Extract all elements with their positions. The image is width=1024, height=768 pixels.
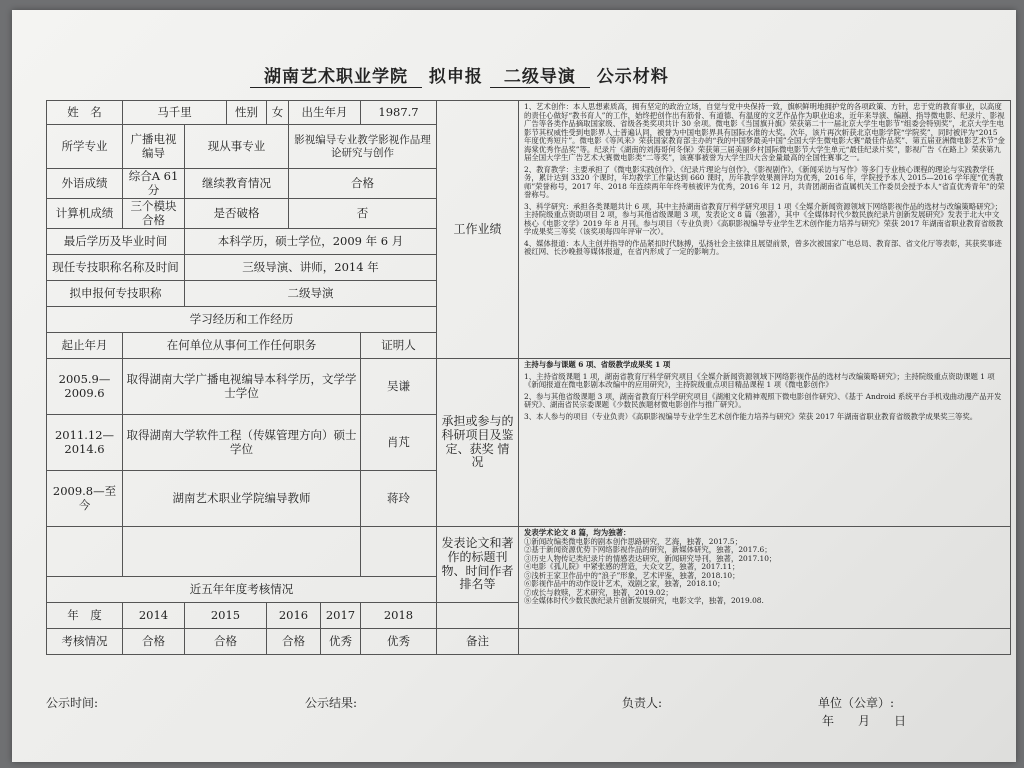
- major-label: 所学专业: [47, 125, 123, 169]
- exempt-label: 是否破格: [185, 199, 289, 229]
- row-name: [47, 101, 1011, 125]
- pub-label: 发表论文和著作的标题刊物、时间作者排名等: [437, 527, 519, 603]
- title-material: 公示材料: [596, 67, 669, 87]
- exempt-value: 否: [289, 199, 437, 229]
- assess-result: 优秀: [321, 629, 361, 655]
- project-label: 承担或参与的科研项目及鉴定、获奖 情 况: [437, 359, 519, 527]
- gender-value: 女: [267, 101, 289, 125]
- target-title-value: 二级导演: [185, 281, 437, 307]
- assess-header: 近五年年度考核情况: [47, 577, 437, 603]
- history-witness: 蒋玲: [361, 471, 437, 527]
- project-item-3: 3、本人参与的项目（专业负责）《高职影视编导专业学生艺术创作能力培养与研究》荣获 2017 年湖南省职业教育省级教学成果奖三等奖。: [524, 411, 978, 421]
- work-p3: 3、科学研究：承担各类课题共计 6 项，其中主持湖南省教育厅科学研究项目 1 项《全媒介新闻资源领域下网络影视作品的选材与改编策略研究》；主持院级重点资助项目 2 项，参与其他省级课题 3 项，发表论文 8 篇（独著），其中《全媒体时代少数民族纪录片创新发展研究》发表于北大中文核心《电影文学》2019 年 8 月刊。参与项目（专业负责）《高职影视编导专业学生艺术创作能力培养与研究》荣获 2017 年湖南省职业教育省级教学成果奖三等奖（该奖项每四年评审一次）。: [524, 201, 1004, 237]
- pub-item: ⑦成长与救赎，艺术研究，独著，2019.02；: [524, 587, 673, 597]
- pub-item: ④电影《孤儿院》中紧张感的营造，大众文艺，独著，2017.11；: [524, 562, 740, 572]
- project-item-1: 1、主持省级课题 1 项，湖南省教育厅科学研究项目《全媒介新闻资源领域下网络影视作品的选材与改编策略研究》；主持院级重点资助课题 1 项《新闻报道在微电影剧本改编中的应用研究》，主持院级重点项目精品课程 1 项《微电影创作》: [524, 371, 995, 390]
- pub-item: ③历史人物传记类纪录片的情感表达研究，新闻研究导刊，独著，2017.10；: [524, 553, 777, 563]
- name-label: 姓 名: [47, 101, 123, 125]
- title-level: 二级导演: [490, 67, 590, 88]
- footer-time: 公示时间:: [46, 696, 99, 710]
- birth-label: 出生年月: [289, 101, 361, 125]
- assess-result-label: 考核情况: [47, 629, 123, 655]
- computer-value: 三个模块合格: [123, 199, 185, 229]
- computer-label: 计算机成绩: [47, 199, 123, 229]
- work-p4: 4、媒体报道：本人主创并指导的作品紧扣时代脉搏，弘扬社会主弦律且展望前景，曾多次被国家广电总局、教育部、省文化厅等表彰，其获奖事迹被红网、长沙晚报等媒体报道，在省内形成了一定的影响力。: [524, 238, 1002, 257]
- blank-cell: [47, 527, 123, 577]
- degree-label: 最后学历及毕业时间: [47, 229, 185, 255]
- assess-result: 合格: [267, 629, 321, 655]
- pub-heading: 发表学术论文 8 篇，均为独著：: [524, 528, 631, 537]
- history-witness: 肖芃: [361, 415, 437, 471]
- pub-item: ⑧全媒体时代少数民族纪录片创新发展研究，电影文学，独著，2019.08.: [524, 596, 764, 606]
- history-desc: 取得湖南大学广播电视编导本科学历，文学学士学位: [123, 359, 361, 415]
- assess-year: 2017: [321, 603, 361, 629]
- project-heading: 主持与参与课题 6 项、省级教学成果奖 1 项: [524, 360, 671, 369]
- page-title: [250, 62, 669, 87]
- footer-unit: 单位（公章）:: [818, 696, 895, 710]
- history-col-witness: 证明人: [361, 333, 437, 359]
- history-witness: 吴谦: [361, 359, 437, 415]
- history-col-period: 起止年月: [47, 333, 123, 359]
- current-major-label: 现从事专业: [185, 125, 289, 169]
- assess-result: 合格: [185, 629, 267, 655]
- remark-label: 备注: [437, 629, 519, 655]
- publications: [519, 527, 1011, 629]
- assess-year: 2016: [267, 603, 321, 629]
- assess-year: 2015: [185, 603, 267, 629]
- current-title-label: 现任专技职称名称及时间: [47, 255, 185, 281]
- cont-edu-value: 合格: [289, 169, 437, 199]
- major-value: 广播电视编导: [123, 125, 185, 169]
- pub-item: ⑥影视作品中的动作设计艺术，戏剧之家，独著，2018.10；: [524, 579, 725, 589]
- history-col-desc: 在何单位从事何工作任何职务: [123, 333, 361, 359]
- lang-label: 外语成绩: [47, 169, 123, 199]
- project-item-2: 2、参与其他省级课题 3 项，湖南省教育厅科学研究项目《湖湘文化精神观照下微电影创作研究》、《基于 Android 系统平台手机戏曲动漫产品开发研究》、湖南省民宗委课题《少数民族题材微电影创作与推广研究》。: [524, 391, 1002, 410]
- history-desc: 取得湖南大学软件工程（传媒管理方向）硕士学位: [123, 415, 361, 471]
- gender-label: 性别: [227, 101, 267, 125]
- birth-value: 1987.7: [361, 101, 437, 125]
- current-major-value: 影视编导专业教学影视作品理论研究与创作: [289, 125, 437, 169]
- footer-result: 公示结果:: [305, 696, 358, 710]
- remark-value: [519, 629, 1011, 655]
- title-school: 湖南艺术职业学院: [250, 67, 422, 88]
- footer-date: 年 月 日: [822, 714, 907, 728]
- assess-year: 2014: [123, 603, 185, 629]
- pub-item: ②基于新闻资源优势下网络影视作品的研究，新媒体研究，独著，2017.6；: [524, 545, 772, 555]
- work-p1: 1、艺术创作：本人思想素质高，拥有坚定的政治立场，自觉与党中央保持一致，旗帜鲜明地拥护党的各项政策、方针，忠于党的教育事业，以高度的责任心做好“教书育人”的工作，始终把创作出有筋骨、有道德、有温度的文艺作品作为职业追求，近年来导演、编剧、指导微电影、纪录片、影视广告等各类作品摘取国家级、省级各类奖项共计 30 余项。微电影《当国旗升旗》荣获第二十一届北京大学生电影节“组委会特别奖”，北京大学生电影节其权威性受到电影界人士普遍认同，被誉为中国电影界具有国际水准的大奖。次年，该片再次斩获北京电影学院“学院奖”，同时被评为“2015 年度优秀短片”。微电影《等风来》荣获国家教育部主办的“我的中国梦最美中国”全国大学生微电影大赛“最佳作品奖”、第五届亚洲微电影艺术节“金海棠优秀作品奖”等。纪录片《湖南的刘海哥何冬保》荣获第三届美丽乡村国际微电影节大学生单元“最佳纪录片奖”，影视广告《在路上》荣获第九届全国大学生广告艺术大赛微电影类“二等奖”，该赛事被誉为大学生四大含金量最高的全国性赛事之一。: [524, 102, 1005, 163]
- blank-cell: [123, 527, 361, 577]
- assess-year-label: 年 度: [47, 603, 123, 629]
- title-apply: 拟申报: [428, 67, 483, 87]
- blank-cell: [437, 603, 519, 629]
- history-header: 学习经历和工作经历: [47, 307, 437, 333]
- assess-result: 优秀: [361, 629, 437, 655]
- cont-edu-label: 继续教育情况: [185, 169, 289, 199]
- work-achievements: [519, 101, 1011, 359]
- work-p2: 2、教育教学：主要承担了《微电影实践创作》、《纪录片理论与创作》、《影视剧作》、《新闻采访与写作》等多门专业核心课程的理论与实践教学任务，累计达到 3320 个课时，年均教学工作量达到 660 课时，历年教学效果测评均为优秀，2016 年，学院授予本人 2015—2016 学年度“优秀教师”荣誉称号，2017 年、2018 年连续两年年终考核被评为优秀，2016 年 12 月，共青团湖南省直属机关工作委员会授予本人“省直优秀青年”的荣誉称号。: [524, 164, 1005, 200]
- project-details: [519, 359, 1011, 527]
- history-period: 2011.12—2014.6: [47, 415, 123, 471]
- degree-value: 本科学历，硕士学位，2009 年 6 月: [185, 229, 437, 255]
- application-table: [46, 100, 1011, 655]
- row-assess-results: [47, 629, 1011, 655]
- history-row: [47, 359, 1011, 415]
- name-value: 马千里: [123, 101, 227, 125]
- lang-value: 综合A 61 分: [123, 169, 185, 199]
- history-period: 2009.8—至今: [47, 471, 123, 527]
- assess-result: 合格: [123, 629, 185, 655]
- history-period: 2005.9—2009.6: [47, 359, 123, 415]
- pub-item: ⑤浅析王家卫作品中的“浪子”形象，艺术评鉴，独著，2018.10；: [524, 570, 740, 580]
- blank-cell: [361, 527, 437, 577]
- row-blank: [47, 527, 1011, 577]
- pub-item: ①新闻改编类微电影的剧本创作思路研究，艺海，独著，2017.5；: [524, 536, 743, 546]
- work-label: 工作业绩: [437, 101, 519, 359]
- current-title-value: 三级导演、讲师，2014 年: [185, 255, 437, 281]
- target-title-label: 拟申报何专技职称: [47, 281, 185, 307]
- assess-year: 2018: [361, 603, 437, 629]
- footer-person: 负责人:: [622, 696, 663, 710]
- history-desc: 湖南艺术职业学院编导教师: [123, 471, 361, 527]
